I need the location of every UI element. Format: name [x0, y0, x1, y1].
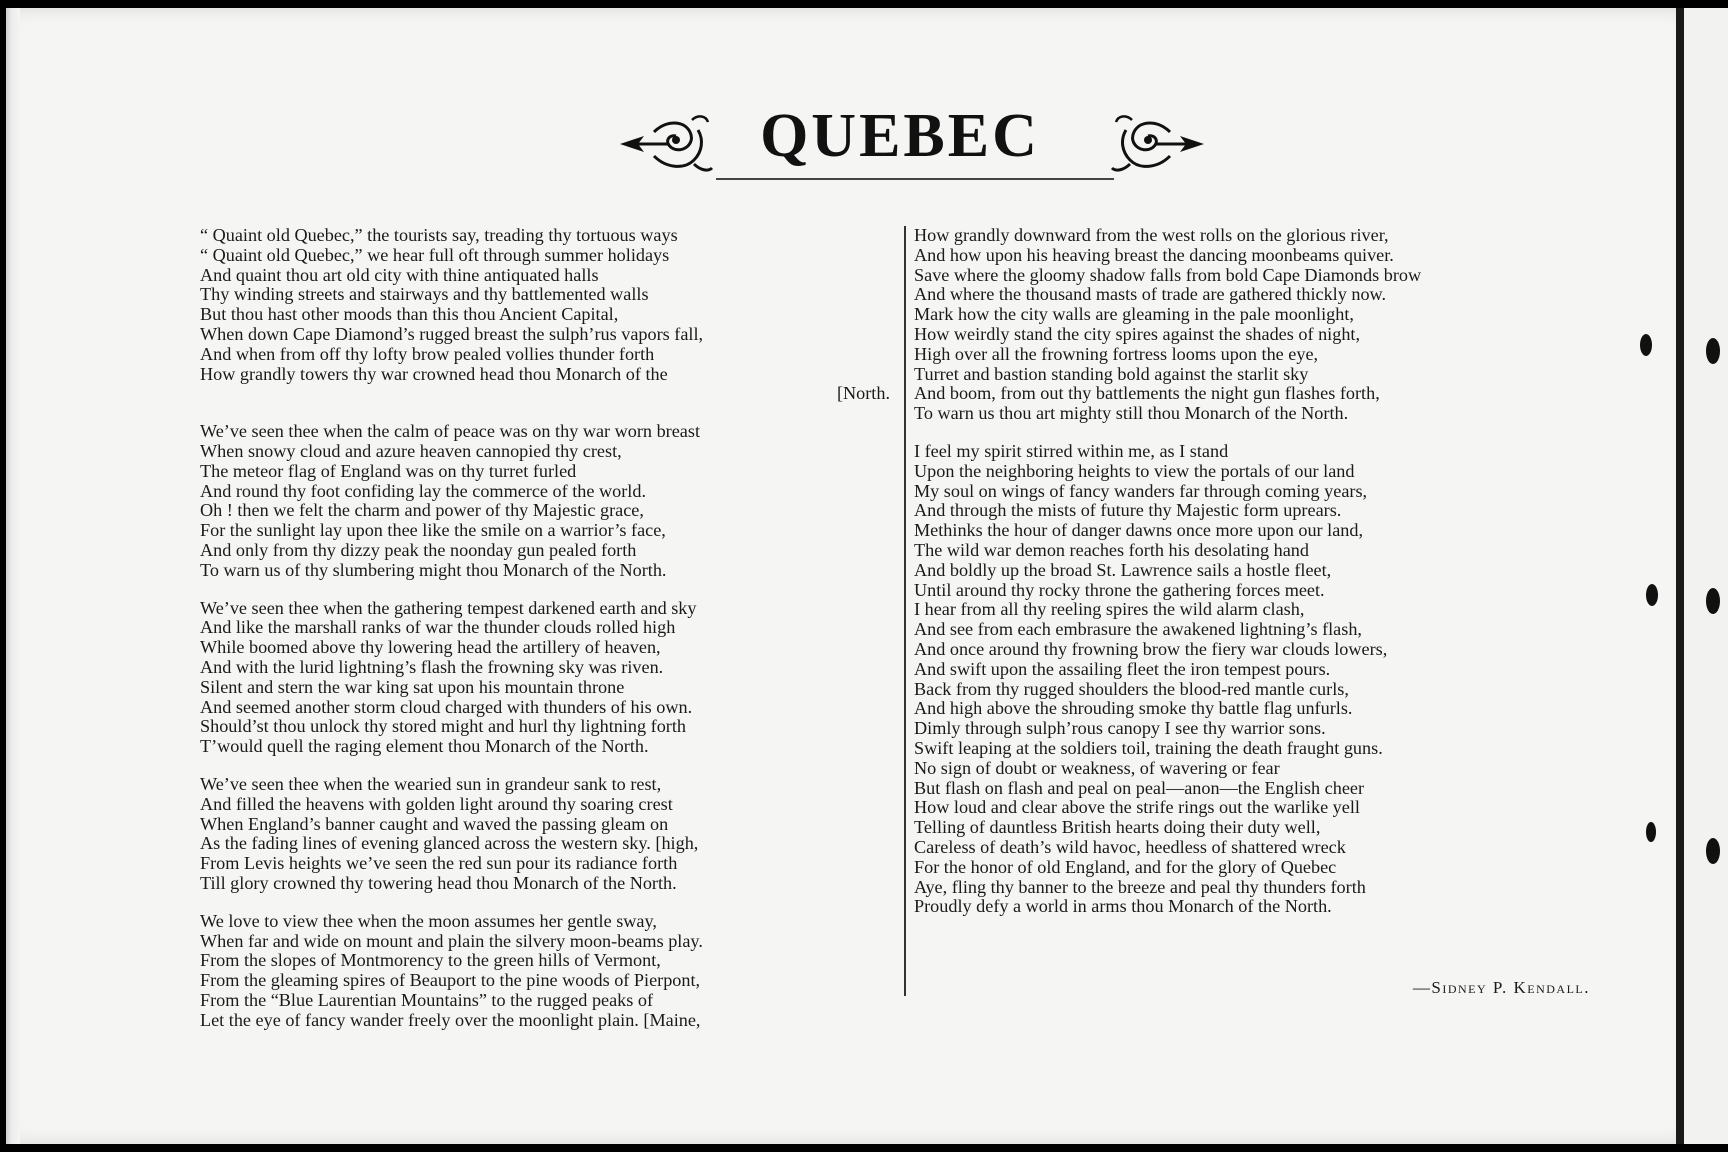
- poem-line: Upon the neighboring heights to view the portals of our land: [914, 460, 1355, 481]
- poem-line: And only from thy dizzy peak the noonday gun pealed forth: [200, 539, 637, 560]
- poem-line: Mark how the city walls are gleaming in the pale moonlight,: [914, 304, 1354, 325]
- poem-line: From the “Blue Laurentian Mountains” to the rugged peaks of: [200, 989, 654, 1010]
- poem-line: And with the lurid lightning’s flash the frowning sky was riven.: [200, 656, 664, 677]
- poem-line: Let the eye of fancy wander freely over the moonlight plain. [Maine,: [200, 1009, 701, 1030]
- poem-line: We love to view thee when the moon assumes her gentle sway,: [200, 910, 657, 931]
- poem-line: When down Cape Diamond’s rugged breast the sulph’rus vapors fall,: [200, 323, 704, 344]
- poem-line: We’ve seen thee when the gathering tempest darkened earth and sky: [200, 597, 697, 618]
- ornament-flourish-right-icon: [1110, 110, 1210, 178]
- poem-line: For the honor of old England, and for the glory of Quebec: [914, 856, 1337, 877]
- poem-line: Swift leaping at the soldiers toil, training the death fraught guns.: [914, 737, 1383, 758]
- poem-line: Oh ! then we felt the charm and power of thy Majestic grace,: [200, 500, 644, 521]
- poem-line: Methinks the hour of danger dawns once more upon our land,: [914, 520, 1364, 541]
- next-page-strip: [1684, 8, 1728, 1144]
- poem-line: And swift upon the assailing fleet the iron tempest pours.: [914, 658, 1331, 679]
- poem-line: Dimly through sulph’rous canopy I see thy warrior sons.: [914, 718, 1326, 739]
- binding-hole: [1706, 588, 1720, 614]
- poem-stanza: [200, 775, 896, 894]
- poem-line: And see from each embrasure the awakened lightning’s flash,: [914, 619, 1362, 640]
- poem-column-left: [200, 226, 896, 1048]
- poem-line: And quaint thou art old city with thine antiquated halls: [200, 264, 599, 285]
- poem-line: From the gleaming spires of Beauport to the pine woods of Pierpont,: [200, 970, 701, 991]
- poem-line: High over all the frowning fortress looms upon the eye,: [914, 343, 1319, 364]
- poem-line: “ Quaint old Quebec,” the tourists say, treading thy tortuous ways: [200, 225, 678, 245]
- poem-stanza: [200, 599, 896, 757]
- poem-line: And where the thousand masts of trade are gathered thickly now.: [914, 284, 1387, 305]
- poem-line: We’ve seen thee when the wearied sun in grandeur sank to rest,: [200, 773, 662, 794]
- poem-line: How grandly downward from the west rolls on the glorious river,: [914, 225, 1389, 245]
- poem-line: But flash on flash and peal on peal—anon—the English cheer: [914, 777, 1365, 798]
- poem-stanza: [200, 912, 896, 1031]
- ornament-flourish-left-icon: [614, 110, 714, 178]
- poem-line: And boom, from out thy battlements the night gun flashes forth,: [914, 383, 1380, 404]
- poem-stanza: [914, 442, 1614, 917]
- binding-hole: [1706, 838, 1720, 864]
- binding-hole: [1706, 338, 1720, 364]
- poem-line: Thy winding streets and stairways and thy battlemented walls: [200, 284, 649, 305]
- poem-line: And boldly up the broad St. Lawrence sails a hostle fleet,: [914, 559, 1332, 580]
- poem-line: I feel my spirit stirred within me, as I stand: [914, 440, 1229, 461]
- poem-line: My soul on wings of fancy wanders far through coming years,: [914, 480, 1368, 501]
- poem-line: And through the mists of future thy Majestic form uprears.: [914, 500, 1342, 521]
- poem-line: [North.: [836, 383, 890, 404]
- poem-line: And how upon his heaving breast the dancing moonbeams quiver.: [914, 244, 1394, 265]
- poem-stanza: [200, 422, 896, 580]
- poem-stanza: [200, 226, 896, 404]
- poem-line: Proudly defy a world in arms thou Monarch of the North.: [914, 896, 1332, 917]
- poem-line: And filled the heavens with golden light around thy soaring crest: [200, 793, 673, 814]
- poem-line: Telling of dauntless British hearts doing their duty well,: [914, 817, 1321, 838]
- poem-line: As the fading lines of evening glanced across the western sky. [high,: [200, 833, 699, 854]
- poem-column-right: [914, 226, 1614, 935]
- poem-line: Till glory crowned thy towering head thou Monarch of the North.: [200, 872, 677, 893]
- poem-line: And like the marshall ranks of war the thunder clouds rolled high: [200, 617, 676, 638]
- poem-line: The meteor flag of England was on thy turret furled: [200, 460, 577, 481]
- poem-line: From Levis heights we’ve seen the red sun pour its radiance forth: [200, 853, 678, 874]
- poem-line: Turret and bastion standing bold against the starlit sky: [914, 363, 1309, 384]
- poem-line: And when from off thy lofty brow pealed vollies thunder forth: [200, 343, 655, 364]
- poem-line: No sign of doubt or weakness, of wavering or fear: [914, 757, 1280, 778]
- poem-line: And high above the shrouding smoke thy battle flag unfurls.: [914, 698, 1353, 719]
- poem-line: From the slopes of Montmorency to the green hills of Vermont,: [200, 950, 661, 971]
- poem-line: I hear from all thy reeling spires the wild alarm clash,: [914, 599, 1305, 620]
- binding-hole: [1646, 822, 1656, 842]
- poem-line: When far and wide on mount and plain the silvery moon-beams play.: [200, 930, 703, 951]
- poem-line: Back from thy rugged shoulders the blood-red mantle curls,: [914, 678, 1349, 699]
- poem-line: Should’st thou unlock thy stored might and hurl thy lightning forth: [200, 716, 686, 737]
- poem-line: How weirdly stand the city spires against the shades of night,: [914, 323, 1361, 344]
- page-title: QUEBEC: [760, 102, 1040, 170]
- poem-line: How grandly towers thy war crowned head thou Monarch of the: [200, 363, 668, 384]
- poem-line: We’ve seen thee when the calm of peace was on thy war worn breast: [200, 421, 700, 442]
- poem-line: To warn us of thy slumbering might thou Monarch of the North.: [200, 559, 667, 580]
- poem-line: “ Quaint old Quebec,” we hear full oft through summer holidays: [200, 244, 670, 265]
- poem-line: Until around thy rocky throne the gathering forces meet.: [914, 579, 1325, 600]
- author-signature: —Sidney P. Kendall.: [1412, 978, 1590, 997]
- binding-hole: [1646, 584, 1658, 606]
- poem-line: To warn us thou art mighty still thou Monarch of the North.: [914, 403, 1349, 424]
- poem-line: When England’s banner caught and waved the passing gleam on: [200, 813, 669, 834]
- binding-hole: [1640, 334, 1652, 356]
- poem-line: Aye, fling thy banner to the breeze and peal thy thunders forth: [914, 876, 1366, 897]
- poem-line: T’would quell the raging element thou Monarch of the North.: [200, 736, 649, 757]
- poem-stanza: [914, 226, 1614, 424]
- poem-line: Silent and stern the war king sat upon his mountain throne: [200, 676, 625, 697]
- poem-line: While boomed above thy lowering head the artillery of heaven,: [200, 637, 661, 658]
- poem-line: Save where the gloomy shadow falls from bold Cape Diamonds brow: [914, 264, 1422, 285]
- poem-line: But thou hast other moods than this thou Ancient Capital,: [200, 304, 619, 325]
- poem-line: How loud and clear above the strife rings out the warlike yell: [914, 797, 1360, 818]
- poem-line: Careless of death’s wild havoc, heedless of shattered wreck: [914, 836, 1346, 857]
- poem-line: When snowy cloud and azure heaven cannopied thy crest,: [200, 440, 622, 461]
- poem-line: For the sunlight lay upon thee like the smile on a warrior’s face,: [200, 520, 666, 541]
- poem-line: And once around thy frowning brow the fiery war clouds lowers,: [914, 638, 1388, 659]
- page-gutter-right: [1676, 8, 1684, 1144]
- column-divider: [904, 226, 906, 996]
- poem-line: And seemed another storm cloud charged with thunders of his own.: [200, 696, 693, 717]
- title-underline: [716, 178, 1114, 180]
- poem-line: The wild war demon reaches forth his desolating hand: [914, 539, 1309, 560]
- title-block: [0, 96, 1676, 186]
- poem-line: And round thy foot confiding lay the commerce of the world.: [200, 480, 646, 501]
